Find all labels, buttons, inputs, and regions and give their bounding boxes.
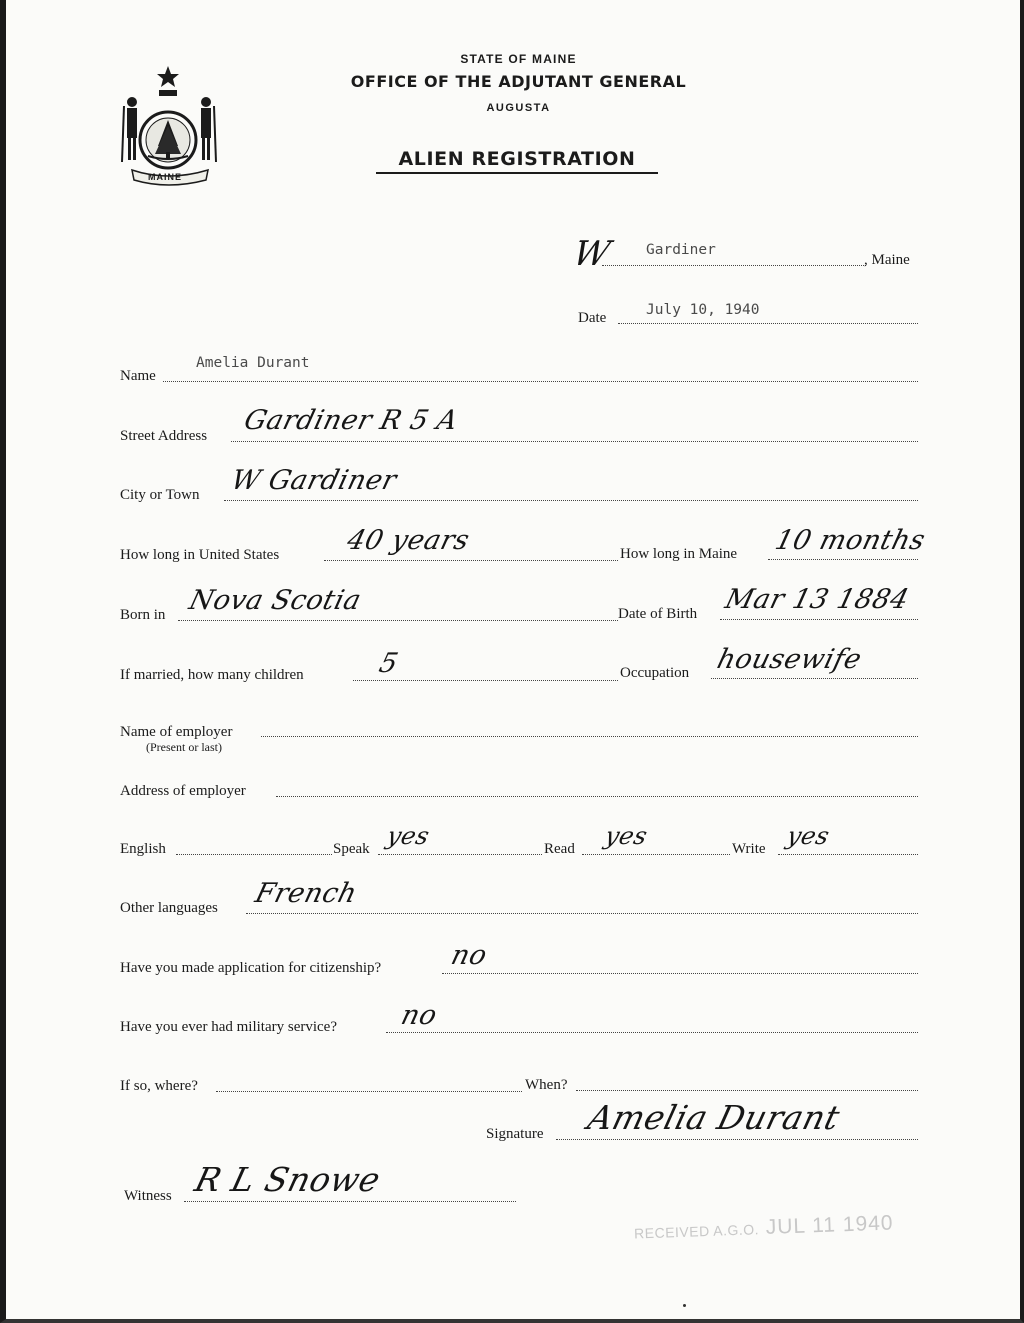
citizenship-label: Have you made application for citizenship? [120,960,382,976]
military-label: Have you ever had military service? [120,1019,337,1035]
other-languages-value: French [252,878,361,909]
city-line [224,500,918,501]
date-value: July 10, 1940 [646,302,760,318]
read-line [582,854,730,855]
employer-sublabel: (Present or last) [146,740,222,754]
english-label: English [120,841,166,857]
born-in-label: Born in [120,607,166,623]
speak-value: yes [384,822,433,850]
when-label: When? [525,1077,568,1093]
employer-line [261,736,918,737]
employer-label: Name of employer [120,724,233,740]
dob-label: Date of Birth [618,606,698,622]
street-line [231,441,918,442]
occupation-label: Occupation [620,665,690,681]
header-city: AUGUSTA [486,102,551,114]
employer-address-line [276,796,918,797]
occupation-value: housewife [714,644,865,675]
how-long-us-label: How long in United States [120,547,280,563]
born-in-line [178,620,618,621]
occupation-line [711,678,918,679]
how-long-me-line [768,559,918,560]
received-stamp [634,1211,894,1244]
received-stamp-date: JUL 11 1940 [765,1211,894,1239]
maine-state-seal-icon [118,62,228,190]
military-value: no [398,1000,441,1031]
form-title: ALIEN REGISTRATION [376,148,658,174]
header-state: STATE OF MAINE [460,52,577,66]
read-label: Read [544,841,575,857]
seal-banner-text: MAINE [148,172,182,182]
signature-label: Signature [486,1126,544,1142]
children-line [353,680,618,681]
how-long-me-value: 10 months [772,525,929,556]
when-line [576,1090,918,1091]
dob-line [720,619,918,620]
other-languages-line [246,913,918,914]
speak-label: Speak [333,841,370,857]
write-value: yes [784,822,833,850]
witness-line [184,1201,516,1202]
name-value: Amelia Durant [196,355,310,371]
write-label: Write [732,841,766,857]
street-label: Street Address [120,428,208,444]
read-value: yes [602,822,651,850]
signature-value: Amelia Durant [584,1098,844,1137]
date-label: Date [578,310,607,326]
how-long-us-line [324,560,618,561]
where-line [216,1091,522,1092]
english-line [176,854,332,855]
location-line [602,265,866,266]
location-prefix-handwritten: W [569,234,615,274]
city-value: W Gardiner [228,465,400,496]
witness-value: R L Snowe [191,1160,385,1199]
name-line [163,381,918,382]
received-stamp-text: RECEIVED A.G.O. [633,1221,760,1242]
children-label: If married, how many children [120,667,304,683]
dob-value: Mar 13 1884 [722,584,913,615]
how-long-me-label: How long in Maine [620,546,738,562]
date-line [618,323,918,324]
header-office: OFFICE OF THE ADJUTANT GENERAL [350,72,687,91]
speck [683,1304,686,1307]
location-town-typed: Gardiner [646,242,716,258]
street-value: Gardiner R 5 A [241,405,462,436]
witness-label: Witness [124,1188,172,1204]
employer-address-label: Address of employer [120,783,246,799]
citizenship-line [442,973,918,974]
military-line [386,1032,918,1033]
citizenship-value: no [448,940,491,971]
other-languages-label: Other languages [120,900,218,916]
speak-line [378,854,542,855]
born-in-value: Nova Scotia [186,585,365,616]
signature-line [556,1139,918,1140]
where-label: If so, where? [120,1078,198,1094]
city-label: City or Town [120,487,200,503]
how-long-us-value: 40 years [344,525,473,556]
write-line [778,854,918,855]
name-label: Name [120,368,156,384]
location-suffix: , Maine [864,252,910,268]
children-value: 5 [376,648,402,679]
